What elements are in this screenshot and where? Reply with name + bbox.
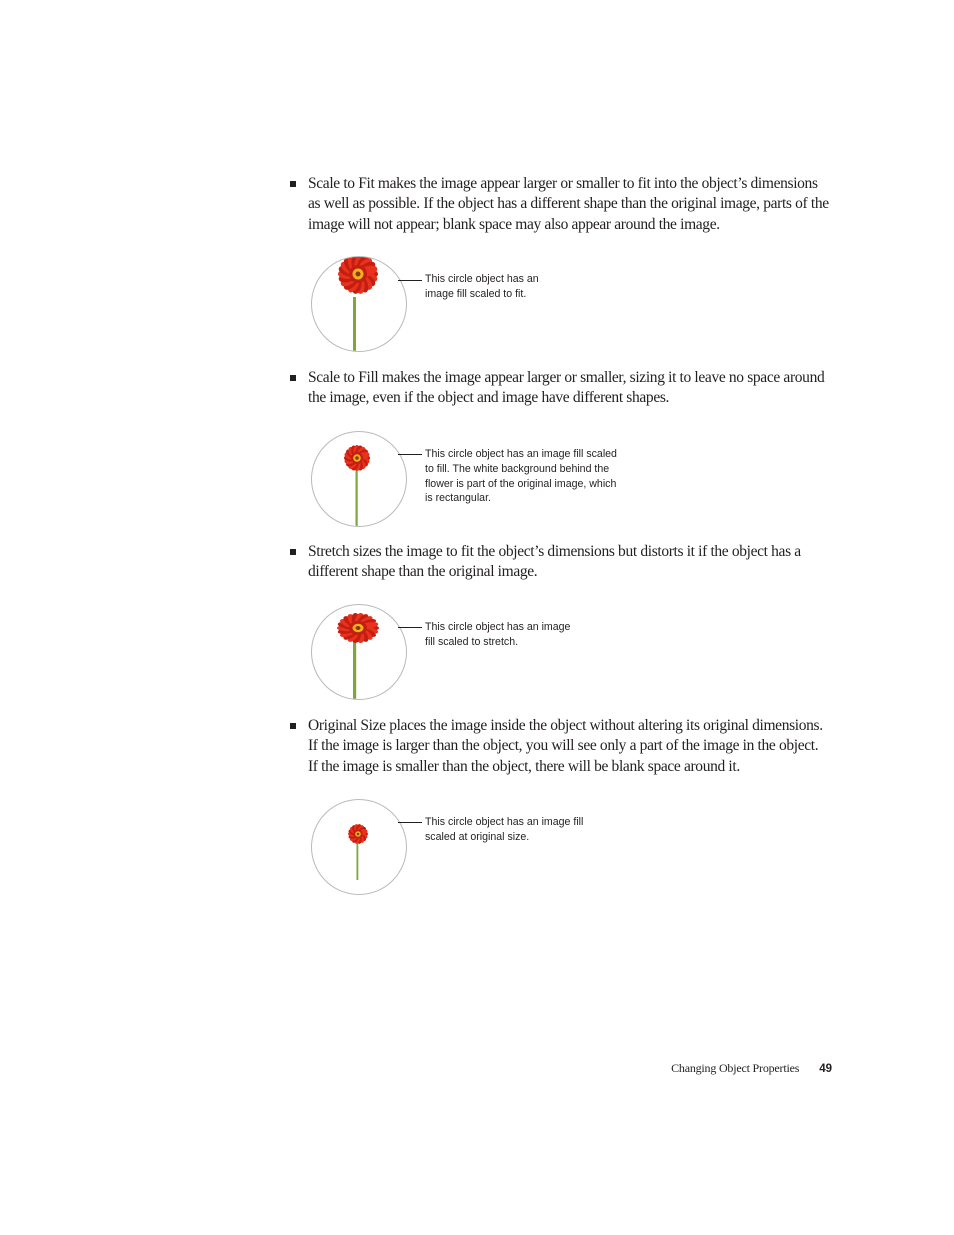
bullet-text: Original Size places the image inside the object without altering its original dimensions. If the image is larger than the object, you will see only a part of the image in the object. If the image is smaller than the object, there will be blank space around it.	[308, 717, 823, 775]
callout-leader-line	[398, 454, 422, 455]
callout-leader-line	[398, 280, 422, 281]
bullet-square-icon	[290, 181, 296, 187]
bullet-square-icon	[290, 375, 296, 381]
bullet-scale-to-fit	[290, 174, 830, 235]
callout-text: This circle object has an image fill scaled at original size.	[425, 816, 584, 843]
callout-leader-line	[398, 627, 422, 628]
bullet-text: Scale to Fit makes the image appear larger or smaller to fit into the object’s dimensions as well as possible. If the object has a different shape than the original image, parts of the image will not appear; blank space may also appear around the image.	[308, 175, 829, 233]
callout-leader-line	[398, 822, 422, 823]
figure-scale-to-fit	[310, 255, 640, 353]
figure-scale-to-fill	[310, 430, 640, 528]
bullet-text: Stretch sizes the image to fit the object’s dimensions but distorts it if the object has a different shape than the original image.	[308, 543, 801, 581]
flower-stretch-icon	[312, 605, 406, 699]
flower-fit-icon	[312, 257, 406, 351]
callout-text: This circle object has an image fill scaled to fill. The white background behind the flower is part of the original image, which is rectangular.	[425, 448, 617, 505]
footer-section-title: Changing Object Properties	[671, 1061, 800, 1075]
callout-text: This circle object has an image fill scaled to fit.	[425, 273, 539, 300]
circle-object	[311, 604, 407, 700]
bullet-text: Scale to Fill makes the image appear larger or smaller, sizing it to leave no space around the image, even if the object and image have different shapes.	[308, 369, 825, 407]
figure-stretch	[310, 603, 640, 701]
page-footer	[560, 1059, 832, 1077]
page-number: 49	[819, 1063, 832, 1075]
bullet-scale-to-fill	[290, 368, 830, 409]
figure-original-size	[310, 798, 640, 896]
bullet-square-icon	[290, 723, 296, 729]
circle-object	[311, 256, 407, 352]
circle-object	[311, 431, 407, 527]
flower-fill-icon	[312, 432, 406, 526]
bullet-original-size	[290, 716, 830, 777]
bullet-stretch	[290, 542, 830, 583]
callout-text: This circle object has an image fill scaled to stretch.	[425, 621, 571, 648]
flower-original-icon	[312, 800, 406, 894]
circle-object	[311, 799, 407, 895]
bullet-square-icon	[290, 549, 296, 555]
